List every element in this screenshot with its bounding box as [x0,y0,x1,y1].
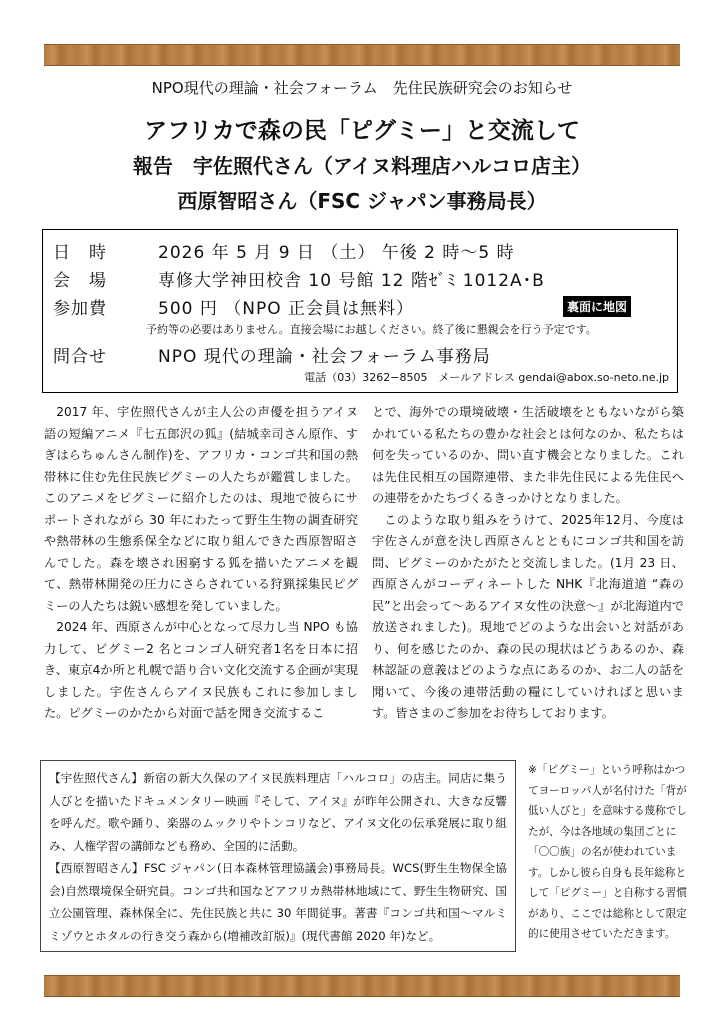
profile-nishihara: 【西原智昭さん】FSC ジャパン(日本森林管理協議会)事務局長。WCS(野生生物保全協会)自然環境保全研究員。コンゴ共和国などアフリカ熱帯林地域にて、野生生物研究、国立公園管理、森林保全に、先住民族と共に 30 年間従事。著書『コンゴ共和国〜マルミミゾウとホタルの行き交う森から(増補改訂版)』(現代書館 2020 年)など。 [49,861,507,943]
body-paragraph: 2017 年、宇佐照代さんが主人公の声優を担うアイヌ語の短編アニメ『七五郎沢の狐』(結城幸司さん原作、すぎはらちゅんさん制作)を、アフリカ・コンゴ共和国の熱帯林に住む先住民族ピグミーの人たちが鑑賞しました。このアニメをピグミーに紹介したのは、現地で彼らにサポートされながら 30 年にわたって野生生物の調査研究や熱帯林の生態系保全などに取り組んできた西原智昭さんでした。森を壊され困窮する狐を描いたアニメを観て、熱帯林開発の圧力にさらされている狩猟採集民ピグミーの人たちは鋭い感想を発していました。 [44,405,358,613]
profile-usa: 【宇佐照代さん】新宿の新大久保のアイヌ民族料理店「ハルコロ」の店主。同店に集う人びとを描いたドキュメンタリー映画『そして、アイヌ』が昨年公開され、大きな反響を呼んだ。歌や踊り、楽器のムックリやトンコリなど、アイヌ文化の伝承発展に取り組み、人権学習の講師なども務め、全国的に活動。 [49,771,507,853]
fee-value: 500 円 （NPO 正会員は無料） [158,299,415,319]
reporter-nishihara: 西原智昭さん（FSC ジャパン事務局長） [177,189,547,213]
body-paragraph: このような取り組みをうけて、2025年12月、今度は宇佐さんが意を決し西原さんとともにコンゴ共和国を訪問、ピグミーのかたがたと交流しました。(1月 23 日、西原さんがコーディネートした NHK『北海道道 “森の民”と出会って〜あるアイヌ女性の決意〜』が北海道内で放送されました)。現地でどのような出会いと対話があり、何を感じたのか、森の民の現状はどうあるのか、森林認証の意義はどのような点にあるのか、お二人の話を聞いて、今後の連帯活動の糧にしていければと思います。皆さまのご参加をお待ちしております。 [372,512,684,720]
speaker-profiles-box [40,760,516,952]
venue-value: 専修大学神田校舎 10 号館 12 階ｾﾞﾐ 1012A･B [158,271,545,291]
wood-banner-top [44,44,680,66]
venue-label: 会 場 [53,271,107,291]
event-info-box [42,229,678,393]
map-on-back-badge: 裏面に地図 [563,296,631,317]
contact-detail: 電話（03）3262−8505 メールアドレス gendai@abox.so-neto.ne.jp [304,371,669,384]
pygmy-term-note: ※「ピグミー」という呼称はかつてヨーロッパ人が名付けた「背が低い人びと」を意味する蔑称でしたが、今は各地域の集団ごとに「〇〇族」の名が使われています。しかし彼ら自身も長年総称として「ピグミー」と自称する習慣があり、ここでは総称として限定的に使用させていただきます。 [528,764,687,940]
datetime-value: 2026 年 5 月 9 日 （土） 午後 2 時〜5 時 [158,243,515,263]
datetime-label: 日 時 [53,243,107,263]
body-right-column [372,402,684,725]
event-title: アフリカで森の民「ピグミー」と交流して [144,118,580,144]
reporter-usa: 報告 宇佐照代さん（アイヌ料理店ハルコロ店主） [132,154,592,178]
body-paragraph-continuation: とで、海外での環境破壊・生活破壊をともないながら築かれている私たちの豊かな社会とは何なのか、私たちは何を失っているのか、問い直す機会となりました。これは先住民相互の国際連帯、また非先住民による先住民への連帯をかたちづくるきっかけとなりました。 [372,405,684,505]
reservation-note: 予約等の必要はありません。直接会場にお越しください。終了後に懇親会を行う予定です。 [146,323,597,336]
wood-banner-bottom [44,975,680,997]
organizer-line: NPO現代の理論・社会フォーラム 先住民族研究会のお知らせ [151,79,573,97]
body-paragraph: 2024 年、西原さんが中心となって尽力し当 NPO も協力して、ピグミー2 名とコンゴ人研究者1名を日本に招き、東京4か所と札幌で語り合い文化交流する企画が実現しました。宇佐さんらアイヌ民族もこれに参加しました。ピグミーのかたから対面で話を聞き交流するこ [44,620,358,720]
contact-value: NPO 現代の理論・社会フォーラム事務局 [158,347,491,367]
fee-label: 参加費 [53,299,107,319]
contact-label: 問合せ [53,347,107,367]
body-left-column [44,402,358,725]
